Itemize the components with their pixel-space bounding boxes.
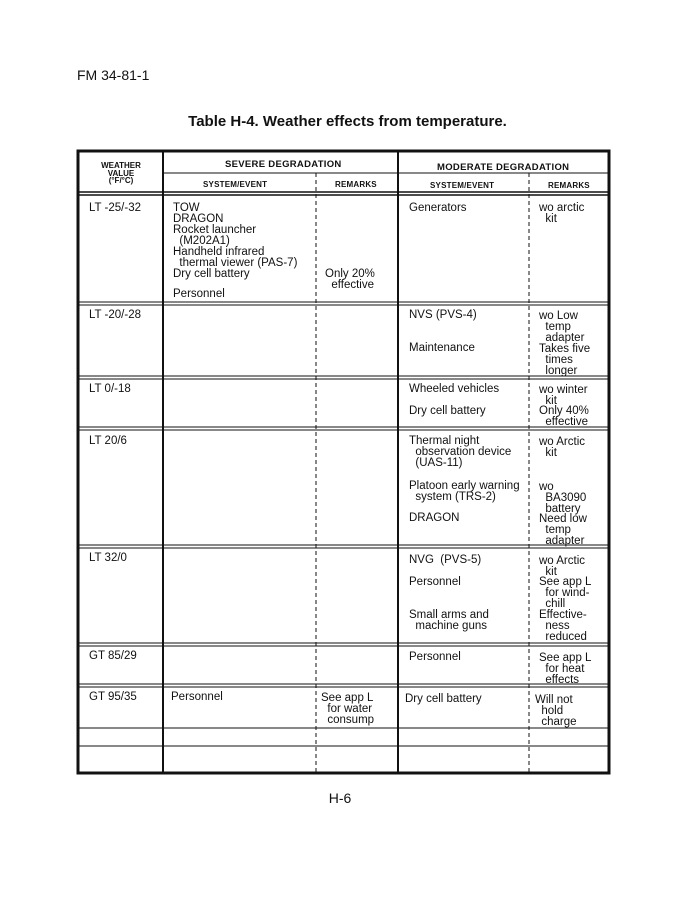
moderate-remarks-cell: Effective- ness reduced	[539, 609, 587, 643]
moderate-remarks-cell: wo BA3090 battery	[539, 481, 587, 515]
row-value: LT -20/-28	[89, 309, 141, 321]
severe-system-header: SYSTEM/EVENT	[203, 180, 268, 189]
moderate-system-header: SYSTEM/EVENT	[430, 181, 495, 190]
moderate-system-cell: Platoon early warning system (TRS-2)	[409, 480, 520, 503]
severe-remarks-cell: Only 20% effective	[325, 268, 375, 291]
moderate-system-cell: DRAGON	[409, 512, 460, 524]
moderate-system-cell: NVS (PVS-4)	[409, 309, 477, 321]
moderate-remarks-cell: wo Arctic kit	[539, 436, 586, 459]
moderate-remarks-cell: Need low temp adapter	[539, 513, 587, 547]
severe-degradation-header: SEVERE DEGRADATION	[225, 159, 342, 170]
moderate-system-cell: Maintenance	[409, 342, 475, 354]
moderate-remarks-cell: Will not hold charge	[535, 694, 577, 728]
moderate-remarks-cell: Only 40% effective	[539, 405, 589, 428]
moderate-remarks-cell: wo winter kit	[539, 384, 588, 407]
severe-system-cell: TOW DRAGON Rocket launcher (M202A1) Handheld infrared thermal viewer (PAS-7) Dry cell battery	[173, 202, 298, 280]
row-value: GT 85/29	[89, 650, 137, 662]
running-header: FM 34-81-1	[77, 67, 150, 83]
moderate-remarks-cell: wo Arctic kit	[539, 555, 586, 578]
row-value: LT 32/0	[89, 552, 127, 564]
row-value: LT -25/-32	[89, 202, 141, 214]
moderate-remarks-cell: wo arctic kit	[539, 202, 585, 225]
moderate-system-cell: Dry cell battery	[405, 693, 482, 705]
moderate-remarks-cell: Takes five times longer	[539, 343, 591, 377]
moderate-system-cell: Dry cell battery	[409, 405, 486, 417]
severe-remarks-cell: See app L for water consump	[321, 692, 375, 726]
moderate-system-cell: Personnel	[409, 576, 461, 588]
moderate-system-cell: Thermal night observation device (UAS-11)	[409, 435, 512, 469]
moderate-system-cell: Wheeled vehicles	[409, 383, 500, 395]
moderate-remarks-cell: See app L for wind- chill	[539, 576, 592, 610]
row-value: GT 95/35	[89, 691, 137, 703]
moderate-remarks-header: REMARKS	[548, 181, 590, 190]
moderate-system-cell: Small arms and machine guns	[409, 609, 489, 632]
table-title: Table H-4. Weather effects from temperature.	[188, 113, 507, 130]
moderate-system-cell: NVG (PVS-5)	[409, 554, 482, 566]
severe-system-cell: Personnel	[171, 691, 223, 703]
moderate-remarks-cell: See app L for heat effects	[539, 652, 592, 686]
moderate-degradation-header: MODERATE DEGRADATION	[437, 162, 570, 173]
severe-remarks-header: REMARKS	[335, 180, 377, 189]
weather-value-header: WEATHER VALUE (°F/°C)	[101, 161, 141, 185]
moderate-system-cell: Personnel	[409, 651, 461, 663]
page-number: H-6	[328, 790, 352, 806]
row-value: LT 0/-18	[89, 383, 131, 395]
row-value: LT 20/6	[89, 435, 127, 447]
moderate-system-cell: Generators	[409, 202, 467, 214]
severe-system-cell: Personnel	[173, 288, 225, 300]
moderate-remarks-cell: wo Low temp adapter	[539, 310, 585, 344]
